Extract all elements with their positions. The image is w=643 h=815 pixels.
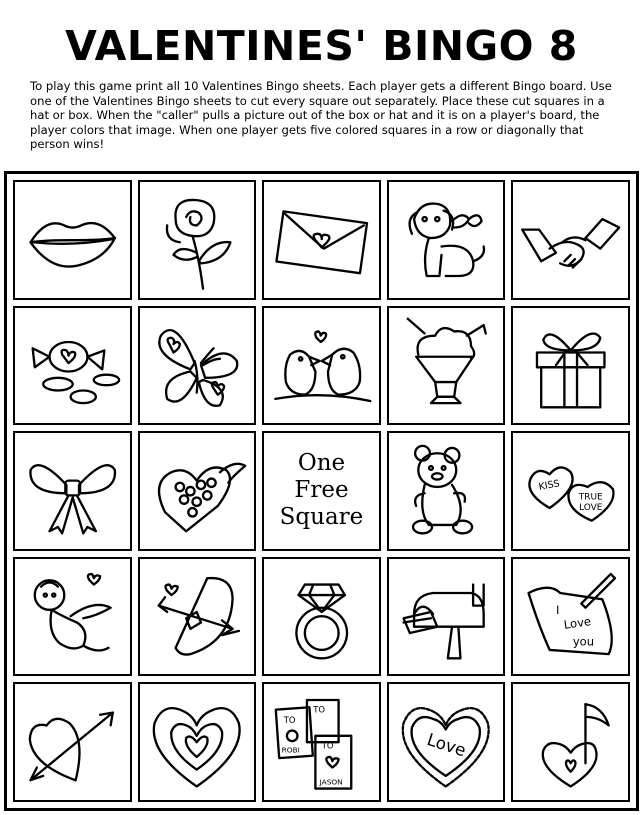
bingo-square-butterfly[interactable]	[138, 306, 257, 426]
diamond-ring-icon	[269, 563, 374, 669]
butterfly-icon	[144, 312, 249, 418]
bingo-square-diamond-ring[interactable]	[262, 557, 381, 677]
card-to-text-1: TO	[283, 715, 296, 726]
bingo-square-cupid[interactable]	[13, 557, 132, 677]
bingo-square-gift-box[interactable]	[511, 306, 630, 426]
love-heart-text: Love	[424, 729, 469, 761]
milkshake-icon	[393, 312, 498, 418]
bingo-square-love-heart[interactable]	[387, 682, 506, 802]
lovebirds-icon	[269, 312, 374, 418]
love-note-love-text: Love	[562, 614, 592, 633]
chocolate-box-icon	[144, 438, 249, 544]
card-name-robi: ROBI	[281, 745, 300, 755]
bingo-square-candies[interactable]	[13, 306, 132, 426]
candy-heart-love-text: LOVE	[579, 502, 603, 513]
bingo-square-valentine-cards[interactable]	[262, 682, 381, 802]
love-heart-icon	[393, 689, 498, 795]
rose-icon	[144, 187, 249, 293]
candies-icon	[20, 312, 125, 418]
bow-icon	[20, 438, 125, 544]
candy-hearts-icon	[518, 438, 623, 544]
bingo-square-music-note-heart[interactable]	[511, 682, 630, 802]
card-to-text-2: TO	[313, 704, 325, 715]
lace-heart-icon	[144, 689, 249, 795]
bingo-square-lips[interactable]	[13, 180, 132, 300]
bingo-square-lovebirds[interactable]	[262, 306, 381, 426]
envelope-icon	[269, 187, 374, 293]
bingo-square-handshake[interactable]	[511, 180, 630, 300]
bingo-square-love-note[interactable]	[511, 557, 630, 677]
bingo-square-arrow-heart[interactable]	[13, 682, 132, 802]
free-line-three: Square	[279, 504, 364, 531]
handshake-icon	[518, 187, 623, 293]
candy-heart-kiss-text: KISS	[537, 478, 561, 493]
free-line-one: One	[297, 450, 346, 477]
free-square-label	[280, 450, 364, 531]
arrow-heart-icon	[20, 689, 125, 795]
gift-box-icon	[518, 312, 623, 418]
bingo-square-puppy[interactable]	[387, 180, 506, 300]
bingo-square-lace-heart[interactable]	[138, 682, 257, 802]
love-note-icon	[518, 563, 623, 669]
love-note-i-text: I	[555, 603, 560, 618]
card-to-text-3: TO	[321, 740, 334, 751]
love-note-you-text: you	[572, 635, 595, 650]
bow-and-arrow-icon	[144, 563, 249, 669]
valentine-cards-icon	[269, 689, 374, 795]
bingo-square-free[interactable]	[262, 431, 381, 551]
puppy-icon	[393, 187, 498, 293]
bingo-square-bow[interactable]	[13, 431, 132, 551]
bingo-square-milkshake[interactable]	[387, 306, 506, 426]
free-line-two: Free	[294, 477, 349, 504]
lips-icon	[20, 187, 125, 293]
bingo-square-envelope[interactable]	[262, 180, 381, 300]
candy-heart-true-text: TRUE	[578, 492, 603, 503]
bingo-board	[4, 171, 639, 811]
game-instructions: To play this game print all 10 Valentines Bingo sheets. Each player gets a different Bingo board. Use one of the Valentines Bingo sheets to cut every square out separately. Place these cut squares in a hat or box. When the "caller" pulls a picture out of the box or hat and it is on a player's board, the player colors that image. When one player gets five colored squares in a row or diagonally that person wins!	[30, 79, 612, 152]
mailbox-icon	[393, 563, 498, 669]
teddy-bear-icon	[393, 438, 498, 544]
bingo-square-chocolate-box[interactable]	[138, 431, 257, 551]
bingo-square-bow-and-arrow[interactable]	[138, 557, 257, 677]
cupid-icon	[20, 563, 125, 669]
page-title: VALENTINES' BINGO 8	[65, 22, 578, 70]
bingo-square-candy-hearts[interactable]	[511, 431, 630, 551]
bingo-square-mailbox[interactable]	[387, 557, 506, 677]
music-note-heart-icon	[518, 689, 623, 795]
card-name-jason: JASON	[319, 777, 343, 787]
bingo-square-teddy-bear[interactable]	[387, 431, 506, 551]
bingo-square-rose[interactable]	[138, 180, 257, 300]
